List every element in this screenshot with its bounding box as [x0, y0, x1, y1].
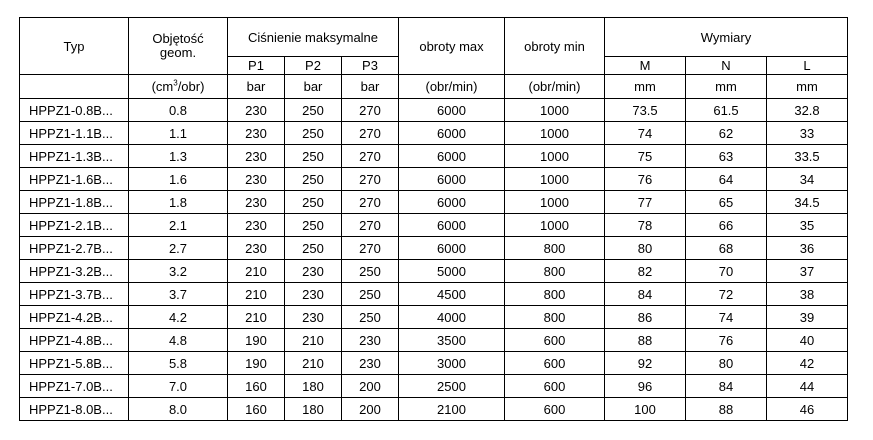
cell-objetosc: 0.8 [129, 99, 228, 122]
cell-n: 74 [686, 306, 767, 329]
cell-typ: HPPZ1-1.6B... [20, 168, 129, 191]
table-row [20, 352, 848, 375]
cell-objetosc: 4.8 [129, 329, 228, 352]
cell-obroty-max: 6000 [399, 214, 505, 237]
cell-p1: 160 [228, 398, 285, 421]
cell-m: 74 [605, 122, 686, 145]
cell-typ: HPPZ1-0.8B... [20, 99, 129, 122]
cell-n: 61.5 [686, 99, 767, 122]
header-objetosc [129, 18, 228, 75]
cell-l: 40 [767, 329, 848, 352]
cell-obroty-min: 800 [505, 306, 605, 329]
cell-p3: 250 [342, 260, 399, 283]
cell-n: 70 [686, 260, 767, 283]
cell-l: 36 [767, 237, 848, 260]
cell-n: 88 [686, 398, 767, 421]
unit-l: mm [767, 75, 848, 99]
header-typ: Typ [20, 18, 129, 75]
header-n: N [686, 57, 767, 75]
cell-objetosc: 5.8 [129, 352, 228, 375]
cell-p3: 200 [342, 398, 399, 421]
cell-m: 78 [605, 214, 686, 237]
header-objetosc-line2: geom. [159, 45, 197, 60]
cell-p3: 270 [342, 168, 399, 191]
cell-obroty-min: 600 [505, 329, 605, 352]
header-p2: P2 [285, 57, 342, 75]
spec-table-container [19, 17, 848, 421]
cell-objetosc: 3.7 [129, 283, 228, 306]
cell-m: 100 [605, 398, 686, 421]
header-l: L [767, 57, 848, 75]
cell-n: 62 [686, 122, 767, 145]
cell-obroty-min: 800 [505, 283, 605, 306]
table-row [20, 329, 848, 352]
cell-p2: 230 [285, 260, 342, 283]
cell-typ: HPPZ1-4.8B... [20, 329, 129, 352]
cell-objetosc: 1.6 [129, 168, 228, 191]
cell-obroty-min: 600 [505, 398, 605, 421]
table-row [20, 260, 848, 283]
cell-obroty-max: 3500 [399, 329, 505, 352]
cell-l: 35 [767, 214, 848, 237]
cell-obroty-max: 6000 [399, 168, 505, 191]
cell-n: 80 [686, 352, 767, 375]
table-row [20, 168, 848, 191]
cell-obroty-min: 1000 [505, 191, 605, 214]
cell-m: 82 [605, 260, 686, 283]
header-wymiary: Wymiary [605, 18, 848, 57]
cell-p3: 250 [342, 283, 399, 306]
table-row [20, 398, 848, 421]
header-obroty-min: obroty min [505, 18, 605, 75]
cell-objetosc: 1.1 [129, 122, 228, 145]
cell-objetosc: 2.7 [129, 237, 228, 260]
cell-p3: 270 [342, 99, 399, 122]
unit-vol-suffix: /obr) [177, 79, 205, 94]
cell-n: 64 [686, 168, 767, 191]
cell-objetosc: 2.1 [129, 214, 228, 237]
cell-l: 34.5 [767, 191, 848, 214]
unit-n: mm [686, 75, 767, 99]
cell-obroty-max: 3000 [399, 352, 505, 375]
unit-p3: bar [342, 75, 399, 99]
cell-p2: 230 [285, 306, 342, 329]
cell-m: 73.5 [605, 99, 686, 122]
cell-p1: 230 [228, 99, 285, 122]
cell-obroty-min: 1000 [505, 214, 605, 237]
table-row [20, 145, 848, 168]
unit-typ-empty [20, 75, 129, 99]
cell-m: 96 [605, 375, 686, 398]
cell-obroty-max: 6000 [399, 145, 505, 168]
cell-obroty-max: 5000 [399, 260, 505, 283]
cell-m: 84 [605, 283, 686, 306]
cell-typ: HPPZ1-1.1B... [20, 122, 129, 145]
cell-n: 63 [686, 145, 767, 168]
cell-typ: HPPZ1-7.0B... [20, 375, 129, 398]
cell-p2: 180 [285, 398, 342, 421]
cell-p1: 230 [228, 214, 285, 237]
cell-objetosc: 4.2 [129, 306, 228, 329]
unit-vol-prefix: (cm [151, 79, 174, 94]
cell-n: 68 [686, 237, 767, 260]
pump-spec-table [19, 17, 848, 421]
unit-m: mm [605, 75, 686, 99]
cell-p1: 190 [228, 329, 285, 352]
cell-obroty-min: 1000 [505, 99, 605, 122]
cell-obroty-min: 600 [505, 375, 605, 398]
cell-m: 76 [605, 168, 686, 191]
cell-p3: 200 [342, 375, 399, 398]
cell-p3: 250 [342, 306, 399, 329]
cell-p3: 270 [342, 122, 399, 145]
cell-objetosc: 8.0 [129, 398, 228, 421]
cell-p1: 230 [228, 145, 285, 168]
cell-typ: HPPZ1-2.1B... [20, 214, 129, 237]
cell-p2: 210 [285, 329, 342, 352]
cell-obroty-min: 1000 [505, 145, 605, 168]
cell-p3: 270 [342, 145, 399, 168]
header-cisnienie: Ciśnienie maksymalne [228, 18, 399, 57]
unit-obroty-min: (obr/min) [505, 75, 605, 99]
cell-p1: 190 [228, 352, 285, 375]
cell-p1: 230 [228, 191, 285, 214]
cell-p3: 270 [342, 237, 399, 260]
cell-objetosc: 7.0 [129, 375, 228, 398]
cell-p2: 180 [285, 375, 342, 398]
cell-typ: HPPZ1-3.7B... [20, 283, 129, 306]
cell-m: 86 [605, 306, 686, 329]
cell-typ: HPPZ1-3.2B... [20, 260, 129, 283]
table-row [20, 191, 848, 214]
cell-obroty-max: 2100 [399, 398, 505, 421]
cell-p1: 210 [228, 306, 285, 329]
cell-p3: 230 [342, 329, 399, 352]
cell-obroty-min: 800 [505, 260, 605, 283]
cell-typ: HPPZ1-4.2B... [20, 306, 129, 329]
cell-p1: 230 [228, 122, 285, 145]
unit-objetosc [129, 75, 228, 99]
cell-obroty-min: 600 [505, 352, 605, 375]
cell-m: 80 [605, 237, 686, 260]
cell-l: 37 [767, 260, 848, 283]
cell-obroty-max: 4000 [399, 306, 505, 329]
cell-p2: 250 [285, 168, 342, 191]
cell-l: 32.8 [767, 99, 848, 122]
cell-typ: HPPZ1-8.0B... [20, 398, 129, 421]
cell-objetosc: 1.8 [129, 191, 228, 214]
cell-obroty-max: 6000 [399, 237, 505, 260]
cell-l: 42 [767, 352, 848, 375]
cell-m: 77 [605, 191, 686, 214]
table-row [20, 237, 848, 260]
header-obroty-max: obroty max [399, 18, 505, 75]
cell-l: 34 [767, 168, 848, 191]
cell-p1: 210 [228, 260, 285, 283]
cell-obroty-max: 6000 [399, 191, 505, 214]
cell-typ: HPPZ1-1.3B... [20, 145, 129, 168]
cell-p2: 230 [285, 283, 342, 306]
cell-typ: HPPZ1-1.8B... [20, 191, 129, 214]
cell-p2: 250 [285, 122, 342, 145]
cell-m: 92 [605, 352, 686, 375]
cell-n: 72 [686, 283, 767, 306]
table-row [20, 122, 848, 145]
cell-obroty-min: 1000 [505, 168, 605, 191]
cell-p1: 160 [228, 375, 285, 398]
table-row [20, 99, 848, 122]
header-p1: P1 [228, 57, 285, 75]
cell-m: 75 [605, 145, 686, 168]
cell-p1: 210 [228, 283, 285, 306]
unit-p1: bar [228, 75, 285, 99]
cell-typ: HPPZ1-2.7B... [20, 237, 129, 260]
cell-n: 84 [686, 375, 767, 398]
cell-l: 38 [767, 283, 848, 306]
cell-p2: 250 [285, 237, 342, 260]
cell-n: 66 [686, 214, 767, 237]
cell-l: 33 [767, 122, 848, 145]
cell-p3: 230 [342, 352, 399, 375]
cell-l: 44 [767, 375, 848, 398]
table-row [20, 214, 848, 237]
cell-p3: 270 [342, 191, 399, 214]
cell-l: 39 [767, 306, 848, 329]
cell-p1: 230 [228, 168, 285, 191]
cell-p2: 250 [285, 214, 342, 237]
cell-typ: HPPZ1-5.8B... [20, 352, 129, 375]
cell-n: 76 [686, 329, 767, 352]
cell-m: 88 [605, 329, 686, 352]
header-objetosc-line1: Objętość [152, 31, 204, 46]
cell-p1: 230 [228, 237, 285, 260]
table-row [20, 306, 848, 329]
cell-objetosc: 3.2 [129, 260, 228, 283]
cell-p3: 270 [342, 214, 399, 237]
cell-l: 46 [767, 398, 848, 421]
cell-l: 33.5 [767, 145, 848, 168]
unit-vol-sup: 3 [173, 78, 178, 88]
cell-objetosc: 1.3 [129, 145, 228, 168]
cell-obroty-min: 1000 [505, 122, 605, 145]
cell-obroty-max: 4500 [399, 283, 505, 306]
table-row [20, 283, 848, 306]
cell-obroty-max: 6000 [399, 122, 505, 145]
unit-obroty-max: (obr/min) [399, 75, 505, 99]
cell-p2: 250 [285, 99, 342, 122]
unit-p2: bar [285, 75, 342, 99]
cell-p2: 210 [285, 352, 342, 375]
cell-n: 65 [686, 191, 767, 214]
cell-p2: 250 [285, 191, 342, 214]
cell-obroty-min: 800 [505, 237, 605, 260]
table-row [20, 375, 848, 398]
cell-p2: 250 [285, 145, 342, 168]
cell-obroty-max: 6000 [399, 99, 505, 122]
header-p3: P3 [342, 57, 399, 75]
cell-obroty-max: 2500 [399, 375, 505, 398]
header-m: M [605, 57, 686, 75]
